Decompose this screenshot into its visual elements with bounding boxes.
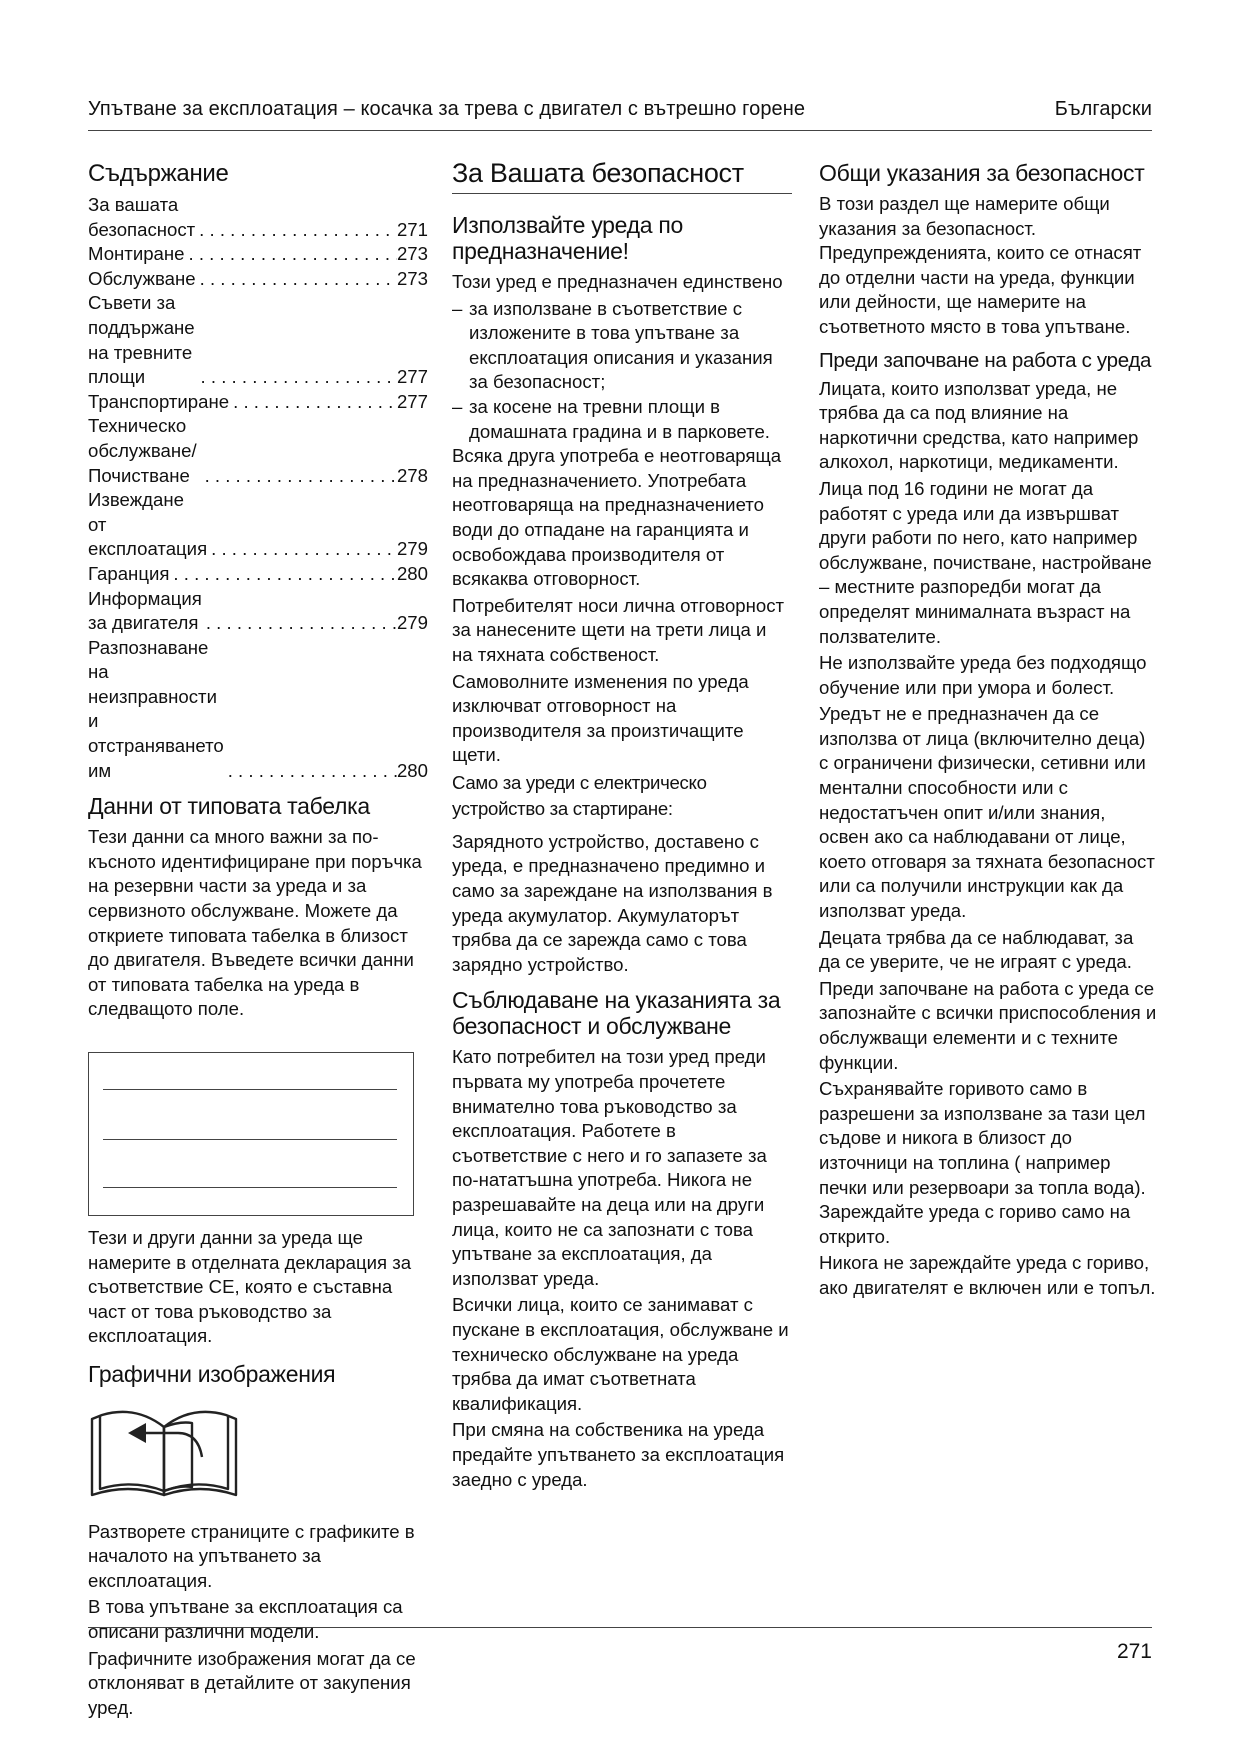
toc-entry-page: 279 — [396, 538, 428, 560]
toc-entry-title: Техническо обслужване/ Почистване — [88, 415, 197, 486]
paragraph: Потребителят носи лична отговорност за нанесените щети на трети лица и на тяхната собственост. — [452, 594, 785, 665]
paragraph: Децата трябва да се наблюдават, за да се уверите, че не играят с уреда. — [819, 926, 1134, 973]
page-header — [88, 98, 1152, 121]
toc-entry-page: 271 — [396, 218, 428, 240]
column-middle — [452, 160, 792, 1494]
paragraph: Преди започване на работа с уреда се запознайте с всички приспособления и обслужващи елементи и с техните функции. — [819, 977, 1157, 1073]
toc-entry[interactable] — [88, 291, 428, 389]
toc-entry[interactable] — [88, 488, 428, 562]
toc-entry[interactable] — [88, 562, 428, 587]
observance-heading: Съблюдаване на указанията за безопасност и обслужване — [452, 987, 781, 1040]
type-plate-entry-line — [103, 1139, 397, 1140]
intended-use-heading: Използвайте уреда по предназначение! — [452, 212, 684, 264]
toc-entry-title: Извеждане от експлоатация — [88, 489, 208, 560]
toc-entry[interactable] — [88, 242, 428, 267]
paragraph: Лицата, които използват уреда, не трябва да са под влияние на наркотични средства, като например алкохол, наркотици, медикаменти. — [819, 377, 1139, 473]
graphics-text: Разтворете страниците с графиките в началото на упътването за експлоатация. — [88, 1520, 415, 1591]
toc-entry[interactable] — [88, 390, 428, 415]
toc-entry-page: 280 — [396, 562, 428, 584]
toc-entry-page: 277 — [396, 366, 428, 388]
toc-entry-title: Информация за двигателя — [88, 587, 202, 634]
paragraph: В този раздел ще намерите общи указания за безопасност. Предупрежденията, които се отнасят до отделни части на уреда, функции или дейности, ще намерите на съответното място в това упътване. — [819, 193, 1142, 337]
table-of-contents — [88, 193, 428, 783]
toc-entry-title: За вашата безопасност — [88, 194, 196, 240]
type-plate-entry-line — [103, 1089, 397, 1090]
toc-entry-page: 279 — [396, 612, 428, 634]
graphics-text: Графичните изображения могат да се отклоняват в детайлите от закупения уред. — [88, 1647, 416, 1718]
toc-entry-page: 277 — [396, 390, 428, 412]
list-item: – за косене на тревни площи в домашната градина и в парковете. — [452, 395, 792, 444]
paragraph: Лица под 16 години не могат да работят с уреда или да извършват други работи по него, като например обслужване, почистване, настройване – местните разпоредби могат да определят минималната възраст на ползвателите. — [819, 477, 1152, 647]
general-heading: Общи указания за безопасност — [819, 160, 1145, 186]
toc-entry-page: 273 — [396, 267, 428, 289]
toc-entry-title: Монтиране — [88, 243, 185, 265]
paragraph: Уредът не е предназначен да се използва от лица (включително деца) с ограничени физически, сетивни или ментални способности или с недостатъчен опит и/или знания, освен ако са наблюдавани от лице, което отговаря за тяхната безопасност или са получили инструкции как да използват уреда. — [819, 703, 1155, 922]
column-right — [819, 160, 1159, 1303]
toc-entry[interactable] — [88, 636, 428, 784]
toc-entry-title: Разпознаване на неизправности и отстраняването им — [88, 636, 224, 781]
type-plate-entry-box — [88, 1052, 414, 1216]
page-number: 271 — [1116, 1640, 1152, 1663]
paragraph: Не използвайте уреда без подходящо обучение или при умора и болест. — [819, 652, 1147, 698]
header-rule — [88, 130, 1152, 131]
toc-entry-title: Гаранция — [88, 562, 170, 584]
footer-rule — [88, 1627, 1152, 1628]
intended-use-list — [452, 297, 792, 445]
column-left — [88, 160, 428, 1722]
graphics-heading: Графични изображения — [88, 1360, 336, 1387]
paragraph: Самоволните изменения по уреда изключват отговорност на производителя за произтичащите щети. — [452, 670, 749, 766]
type-plate-entry-line — [103, 1187, 397, 1188]
toc-entry[interactable] — [88, 587, 428, 636]
electric-start-heading: Само за уреди с електрическо устройство за стартиране: — [452, 771, 707, 819]
paragraph: Зарядното устройство, доставено с уреда, е предназначено предимно и само за зареждане на използвания в уреда акумулатор. Акумулаторът трябва да се зарежда само с това зарядно устройство. — [452, 830, 773, 975]
toc-entry[interactable] — [88, 193, 428, 242]
graphics-text: В това упътване за експлоатация са описани различни модели. — [88, 1596, 403, 1642]
toc-entry[interactable] — [88, 414, 428, 488]
type-plate-declaration-text: Тези и други данни за уреда ще намерите в отделната декларация за съответствие CE, която е съставна част от това ръководство за експлоатация. — [88, 1227, 412, 1347]
paragraph: Като потребител на този уред преди първата му употреба прочетете внимателно това ръководство за експлоатация. Работете в съответствие с него и го запазете за по-нататъшна употреба. Никога не разрешавайте на деца или на други лица, които не са запознати с това упътване за експлоатация, да използват уреда. — [452, 1046, 767, 1289]
paragraph: При смяна на собственика на уреда предайте упътването за експлоатация заедно с уреда. — [452, 1419, 785, 1490]
toc-entry-title: Транспортиране — [88, 390, 230, 412]
toc-entry[interactable] — [88, 267, 428, 292]
paragraph: Всички лица, които се занимават с пускане в експлоатация, обслужване и техническо обслужване на уреда трябва да имат съответната квалификация. — [452, 1294, 789, 1414]
header-language: Български — [1054, 98, 1152, 120]
paragraph: Всяка друга употреба е неотговаряща на предназначението. Употребата неотговаряща на предназначението води до отпадане на гаранцията и освобождава производителя от всякаква отговорност. — [452, 445, 782, 590]
intended-use-intro: Този уред е предназначен единствено — [452, 271, 783, 292]
type-plate-heading: Данни от типовата табелка — [88, 793, 370, 820]
toc-heading: Съдържание — [88, 160, 229, 187]
header-title: Упътване за експлоатация – косачка за трева с двигател с вътрешно горене — [88, 98, 806, 120]
paragraph: Никога не зареждайте уреда с гориво, ако двигателят е включен или е топъл. — [819, 1252, 1156, 1298]
before-start-heading: Преди започване на работа с уреда — [819, 348, 1152, 372]
toc-entry-page: 280 — [396, 759, 428, 781]
type-plate-text: Тези данни са много важни за по-късното идентифициране при поръчка на резервни части за уреда и за сервизното обслужване. Можете да откриете типовата табелка в близост до двигателя. Въведете всички данни от типовата табелка на уреда в следващото поле. — [88, 826, 422, 1020]
open-book-page-turn-icon — [88, 1399, 428, 1506]
toc-entry-title: Съвети за поддържане на тревните площи — [88, 292, 195, 388]
paragraph: Съхранявайте горивото само в разрешени за използване за тази цел съдове и никога в близост до източници на топлина ( например печки или резервоари за топла вода). Зареждайте уреда с гориво само на открито. — [819, 1078, 1146, 1247]
safety-heading: За Вашата безопасност — [452, 160, 792, 194]
toc-entry-page: 273 — [396, 243, 428, 265]
toc-entry-title: Обслужване — [88, 267, 196, 289]
list-item: – за използване в съответствие с изложените в това упътване за експлоатация описания и указания за безопасност; — [452, 297, 792, 395]
toc-entry-page: 278 — [396, 464, 428, 486]
